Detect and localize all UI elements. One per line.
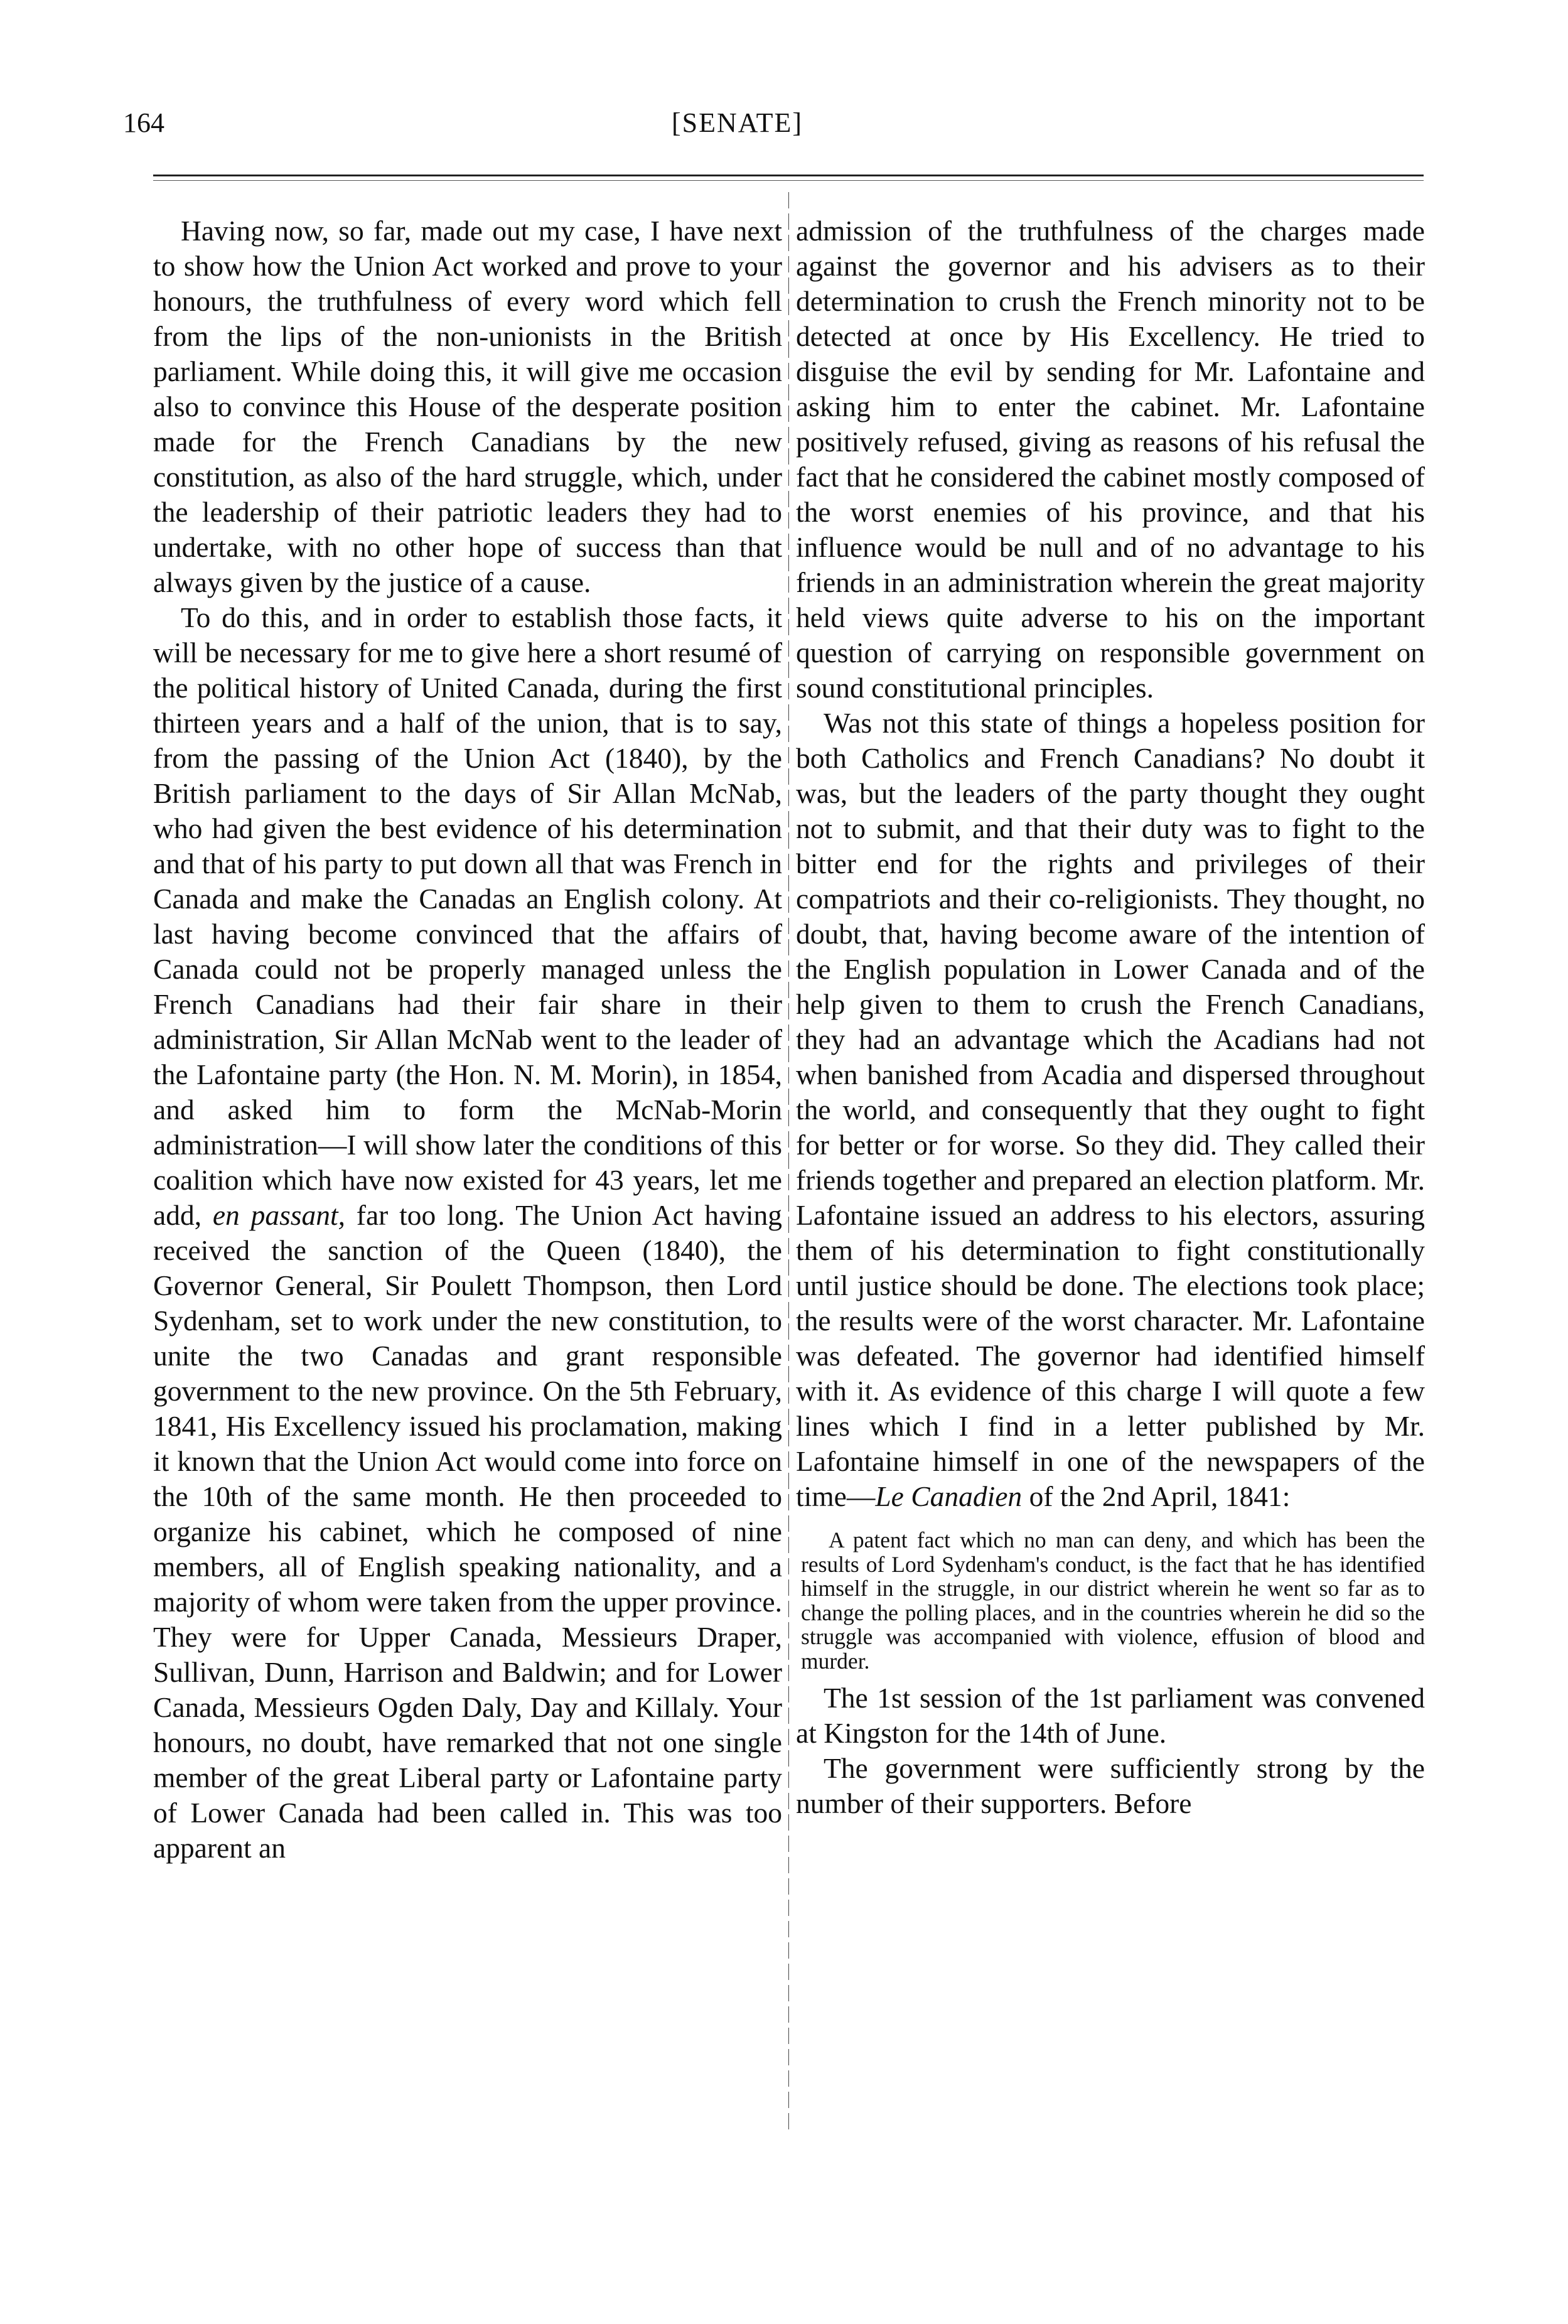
left-paragraph-2-text-b: far too long. The Union Act having received the sanction of the Queen (1840), the Governor General, Sir Poulett Thompson, then Lord Sydenham, set to work under the new constitution, to unite the two Canadas and grant responsible government to the new province. On the 5th February, 1841, His Excellency issued his proclamation, making it known that the Union Act would come into force on the 10th of the same month. He then proceeded to organize his cabinet, which he composed of nine members, all of English speaking nationality, and a majority of whom were taken from the upper province. They were for Upper Canada, Messieurs Draper, Sullivan, Dunn, Harrison and Baldwin; and for Lower Canada, Messieurs Ogden Daly, Day and Killaly. Your honours, no doubt, have remarked that not one single member of the great Liberal party or Lafontaine party of Lower Canada had been called in. This was too apparent an <box>153 1199 783 1864</box>
right-paragraph-2 <box>796 706 1425 1514</box>
header-rule-thin <box>153 180 1424 181</box>
block-quote-text: A patent fact which no man can deny, and which has been the results of Lord Sydenham's conduct, is the fact that he has identified himself in the struggle, in our district wherein he went so far as to change the polling places, and in the countries wherein he did so the struggle was accompanied with violence, effusion of blood and murder. <box>801 1527 1425 1674</box>
right-paragraph-3: The 1st session of the 1st parliament was convened at Kingston for the 14th of June. <box>796 1682 1425 1749</box>
left-paragraph-2-italic: en passant, <box>212 1199 346 1231</box>
right-column <box>796 213 1425 1821</box>
right-paragraph-continued: admission of the truthfulness of the charges made against the governor and his advisers as to their determination to crush the French minority not to be detected at once by His Excellency. He tried to disguise the evil by sending for Mr. Lafontaine and asking him to enter the cabinet. Mr. Lafontaine positively refused, giving as reasons of his refusal the fact that he considered the cabinet mostly composed of the worst enemies of his province, and that his influence would be null and of no advantage to his friends in an administration wherein the great majority held views quite adverse to his on the important question of carrying on responsible government on sound constitutional principles. <box>796 215 1425 704</box>
left-paragraph-2-text-a: To do this, and in order to establish those facts, it will be necessary for me to give here a short resumé of the political history of United Canada, during the first thirteen years and a half of the union, that is to say, from the passing of the Union Act (1840), by the British parliament to the days of Sir Allan McNab, who had given the best evidence of his determination and that of his party to put down all that was French in Canada and make the Canadas an English colony. At last having become convinced that the affairs of Canada could not be properly managed unless the French Canadians had their fair share in their administration, Sir Allan McNab went to the leader of the Lafontaine party (the Hon. N. M. Morin), in 1854, and asked him to form the McNab-Morin administration—I will show later the conditions of this coalition which have now existed for 43 years, let me add, <box>153 601 782 1231</box>
right-paragraph-2-text-b: of the 2nd April, 1841: <box>1029 1480 1291 1512</box>
column-divider <box>788 192 789 2133</box>
page-number: 164 <box>123 107 164 138</box>
right-paragraph-2-text-a: Was not this state of things a hopeless position for both Catholics and French Canadians? No doubt it was, but the leaders of the party thought they ought not to submit, and that their duty was to fight to the bitter end for the rights and privileges of their compatriots and their co-religionists. They thought, no doubt, that, having become aware of the intention of the English population in Lower Canada and of the help given to them to crush the French Canadians, they had an advantage which the Acadians had not when banished from Acadia and dispersed throughout the world, and consequently that they ought to fight for better or for worse. So they did. They called their friends together and prepared an election platform. Mr. Lafontaine issued an address to his electors, assuring them of his determination to fight constitutionally until justice should be done. The elections took place; the results were of the worst character. Mr. Lafontaine was defeated. The governor had identified himself with it. As evidence of this charge I will quote a few lines which I find in a letter published by Mr. Lafontaine himself in one of the newspapers of the time— <box>796 707 1425 1512</box>
header-rule <box>153 175 1424 176</box>
running-title: [SENATE] <box>672 107 803 138</box>
left-column <box>153 213 782 1866</box>
right-paragraph-2-italic: Le Canadien <box>875 1480 1023 1512</box>
left-paragraph-1: Having now, so far, made out my case, I have next to show how the Union Act worked and prove to your honours, the truthfulness of every word which fell from the lips of the non-unionists in the British parliament. While doing this, it will give me occasion also to convince this House of the desperate position made for the French Canadians by the new constitution, as also of the hard struggle, which, under the leadership of their patriotic leaders they had to undertake, with no other hope of success than that always given by the justice of a cause. <box>153 215 782 598</box>
block-quote <box>796 1528 1425 1673</box>
right-paragraph-4: The government were sufficiently strong by the number of their supporters. Before <box>796 1752 1425 1819</box>
left-paragraph-2 <box>153 600 782 1866</box>
